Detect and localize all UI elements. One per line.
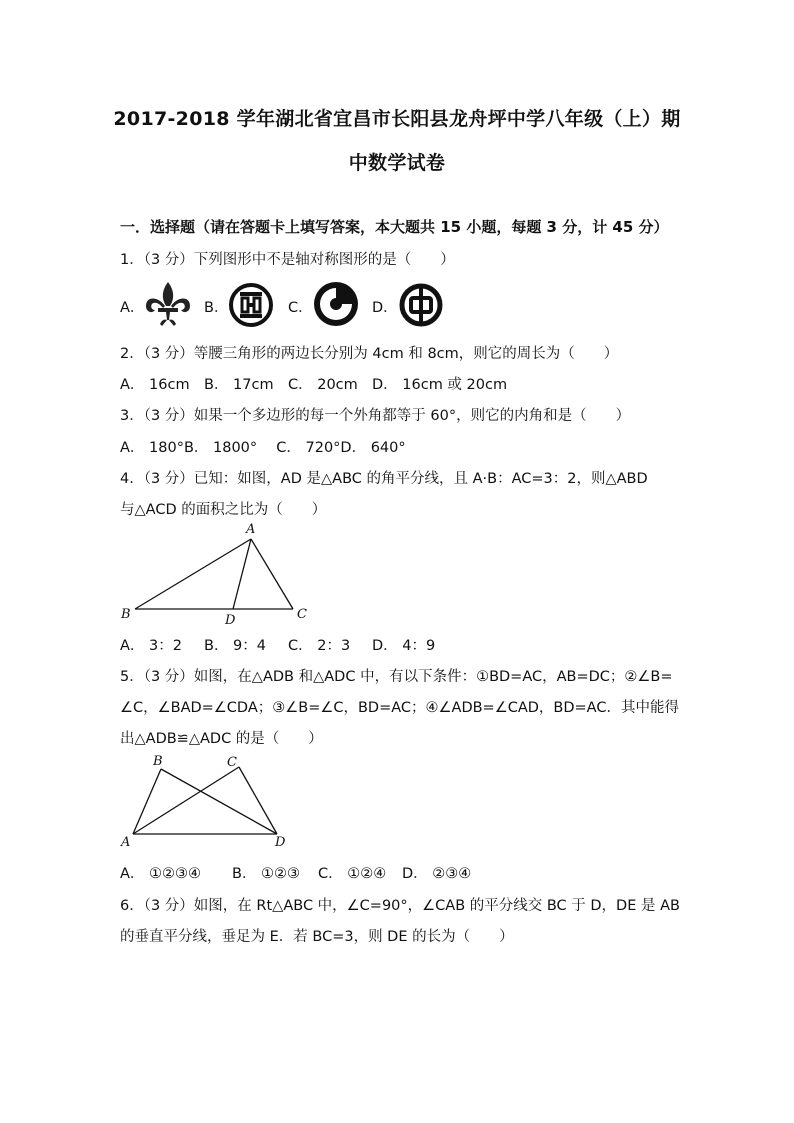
doc-title-line1: 2017-2018 学年湖北省宜昌市长阳县龙舟坪中学八年级（上）期 [113, 108, 681, 130]
q6-stem-line1: 6．（3 分）如图，在 Rt△ABC 中，∠C=90°，∠CAB 的平分线交 BC 于 D，DE 是 AB [120, 898, 680, 914]
q5-label-a: A [121, 835, 131, 850]
q1-option-a-label: A． [120, 300, 145, 316]
q2-option-a: A． 16cm [120, 377, 190, 393]
q5-option-b: B． ①②③ [232, 866, 301, 882]
q5-label-c: C [227, 755, 237, 770]
q1-option-c-label: C． [288, 300, 313, 316]
q1-option-b-label: B． [204, 300, 229, 316]
q6-stem-line2: 的垂直平分线，垂足为 E．若 BC=3，则 DE 的长为（ ） [120, 929, 514, 945]
q5-label-d: D [275, 835, 286, 850]
q4-option-c: C． 2：3 [288, 638, 351, 654]
q2-option-c: C． 20cm [288, 377, 358, 393]
q3-options: A． 180°B． 1800° C． 720°D． 640° [120, 440, 406, 456]
q4-label-c: C [297, 607, 307, 622]
q5-option-d: D． ②③④ [402, 866, 472, 882]
q4-stem-line1: 4．（3 分）已知：如图，AD 是△ABC 的角平分线，且 A·B：AC=3：2，则△ABD [120, 471, 648, 487]
q5-quadrilateral-figure [115, 752, 295, 852]
q5-stem-line2: ∠C，∠BAD=∠CDA；③∠B=∠C，BD=AC；④∠ADB=∠CAD，BD=AC．其中能得 [120, 700, 679, 716]
q5-stem-line3: 出△ADB≌△ADC 的是（ ） [120, 731, 323, 747]
q5-side-ab [133, 769, 161, 834]
bank-logo-b-icon [228, 282, 274, 328]
q5-side-bd [161, 769, 277, 834]
q2-option-d: D． 16cm 或 20cm [372, 377, 508, 393]
bank-logo-c-icon [312, 280, 360, 328]
q4-side-ab [135, 539, 251, 609]
q4-option-a: A． 3：2 [120, 638, 182, 654]
q4-label-b: B [121, 607, 131, 622]
q4-option-d: D． 4：9 [372, 638, 436, 654]
q4-label-d: D [225, 613, 236, 628]
bank-of-china-icon [398, 282, 444, 328]
q1-stem: 1．（3 分）下列图形中不是轴对称图形的是（ ） [120, 252, 455, 268]
q4-option-b: B． 9：4 [204, 638, 267, 654]
fleur-de-lis-icon [142, 280, 194, 328]
q2-option-b: B． 17cm [204, 377, 274, 393]
q5-label-b: B [153, 754, 163, 769]
doc-title-line2: 中数学试卷 [348, 152, 446, 174]
q4-side-ac [251, 539, 293, 609]
q4-stem-line2: 与△ACD 的面积之比为（ ） [120, 502, 327, 518]
q1-option-d-label: D． [372, 300, 398, 316]
q5-option-c: C． ①②④ [318, 866, 387, 882]
q3-stem: 3．（3 分）如果一个多边形的每一个外角都等于 60°，则它的内角和是（ ） [120, 408, 631, 424]
section-heading: 一．选择题（请在答题卡上填写答案，本大题共 15 小题，每题 3 分，计 45 分） [120, 218, 669, 236]
q2-stem: 2．（3 分）等腰三角形的两边长分别为 4cm 和 8cm，则它的周长为（ ） [120, 346, 619, 362]
q4-bisector-ad [233, 539, 251, 609]
q4-triangle-figure [115, 518, 315, 630]
q5-option-a: A． ①②③④ [120, 866, 202, 882]
q5-side-ac [133, 767, 239, 834]
q5-stem-line1: 5．（3 分）如图，在△ADB 和△ADC 中，有以下条件：①BD=AC，AB=DC；②∠B= [120, 669, 673, 685]
q4-label-a: A [246, 522, 256, 537]
